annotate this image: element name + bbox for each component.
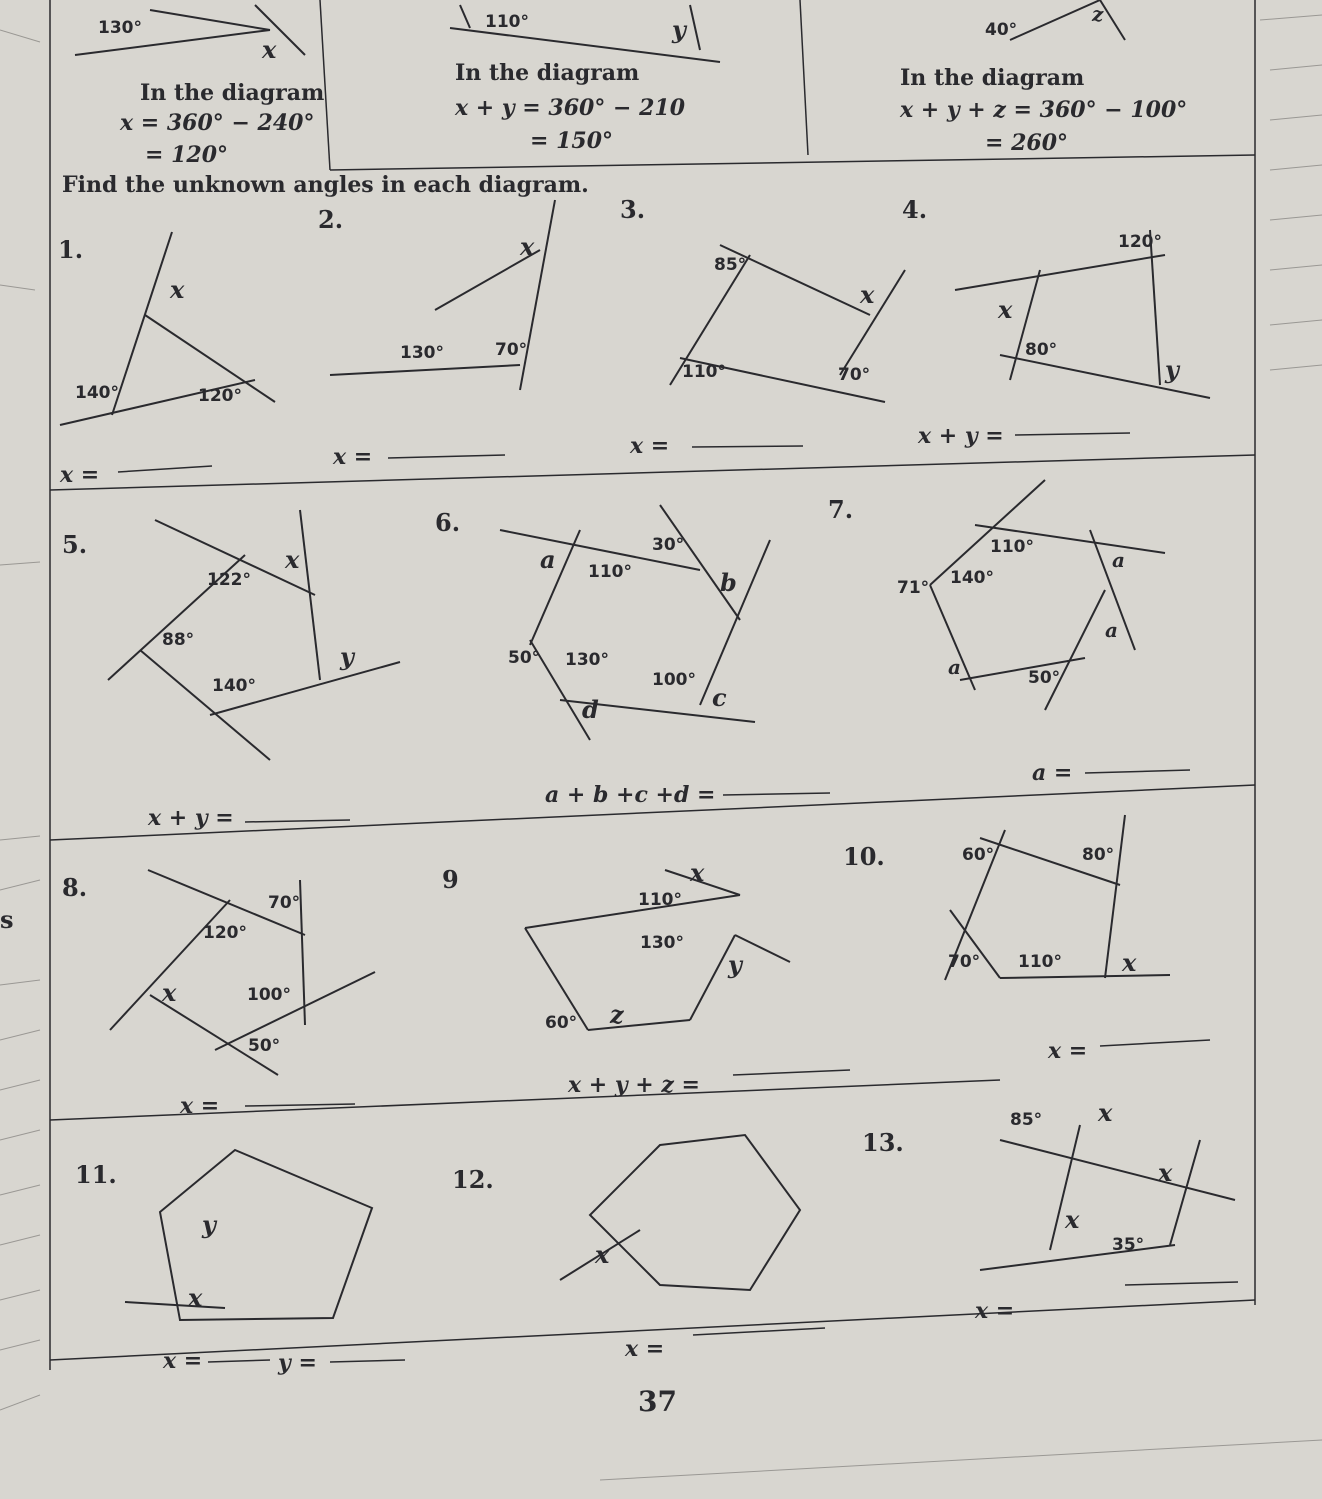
problem-13-var-x2: x	[1158, 1158, 1173, 1187]
example-1-line2: = 120°	[145, 142, 229, 168]
problem-6-angle-30: 30°	[652, 535, 685, 555]
problem-6-var-a: a	[540, 545, 556, 574]
problem-7-angle-50: 50°	[1028, 668, 1061, 688]
problem-11-answer-y: y =	[278, 1350, 317, 1376]
problem-5-var-y: y	[340, 642, 354, 671]
problem-4-var-y: y	[1165, 355, 1179, 384]
problem-6-angle-110: 110°	[588, 562, 632, 582]
example-1-var: x	[262, 35, 277, 64]
problem-1-var-x: x	[170, 275, 185, 304]
problem-1-answer: x =	[60, 462, 100, 488]
problem-9-angle-110: 110°	[638, 890, 682, 910]
problem-6-angle-130: 130°	[565, 650, 609, 670]
problem-3-angle-70: 70°	[838, 365, 871, 385]
problem-13-answer: x =	[975, 1298, 1015, 1324]
example-1-line1: x = 360° − 240°	[120, 110, 315, 136]
example-2-heading: In the diagram	[455, 60, 640, 86]
problem-7-var-a1: a	[1112, 548, 1125, 572]
problem-8-angle-120: 120°	[203, 923, 247, 943]
problem-4-var-x: x	[998, 295, 1013, 324]
problem-3-angle-110: 110°	[682, 362, 726, 382]
problem-4-answer: x + y =	[918, 423, 1004, 449]
example-3-var: z	[1092, 2, 1104, 26]
problem-5-angle-122: 122°	[207, 570, 251, 590]
problem-2-answer: x =	[333, 444, 373, 470]
problem-10-answer: x =	[1048, 1038, 1088, 1064]
problem-6-var-c: c	[712, 683, 727, 712]
example-2-var: y	[672, 15, 686, 44]
example-3-angle: 40°	[985, 20, 1018, 40]
problem-6-angle-50: 50°	[508, 648, 541, 668]
example-2-angle: 110°	[485, 12, 529, 32]
problem-9-var-z: z	[610, 1000, 624, 1029]
problem-8-angle-70: 70°	[268, 893, 301, 913]
problem-7-angle-140: 140°	[950, 568, 994, 588]
instruction: Find the unknown angles in each diagram.	[62, 172, 589, 198]
problem-6-answer: a + b +c +d =	[545, 782, 716, 808]
problem-7-angle-71: 71°	[897, 578, 930, 598]
problem-13-angle-85: 85°	[1010, 1110, 1043, 1130]
problem-13-angle-35: 35°	[1112, 1235, 1145, 1255]
problem-3-angle-85: 85°	[714, 255, 747, 275]
problem-10-number: 10.	[843, 842, 885, 871]
example-2-line2: = 150°	[530, 128, 614, 154]
problem-11-var-x: x	[188, 1283, 203, 1312]
problem-6-angle-100: 100°	[652, 670, 696, 690]
problem-8-angle-100: 100°	[247, 985, 291, 1005]
example-2-line1: x + y = 360° − 210	[455, 95, 686, 121]
example-1-angle: 130°	[98, 18, 142, 38]
problem-7-number: 7.	[828, 495, 854, 524]
problem-2-angle-130: 130°	[400, 343, 444, 363]
problem-9-angle-60: 60°	[545, 1013, 578, 1033]
problem-11-number: 11.	[75, 1160, 117, 1189]
problem-8-number: 8.	[62, 873, 88, 902]
problem-10-angle-70: 70°	[948, 952, 981, 972]
example-3-line2: = 260°	[985, 130, 1069, 156]
problem-1-angle-140: 140°	[75, 383, 119, 403]
example-3-line1: x + y + z = 360° − 100°	[900, 97, 1188, 123]
page-number: 37	[638, 1385, 677, 1418]
problem-13-var-x1: x	[1098, 1098, 1113, 1127]
problem-2-number: 2.	[318, 205, 344, 234]
problem-7-var-a3: a	[948, 655, 961, 679]
problem-8-angle-50: 50°	[248, 1036, 281, 1056]
problem-6-var-b: b	[720, 568, 737, 597]
example-3-heading: In the diagram	[900, 65, 1085, 91]
problem-9-var-x: x	[690, 858, 705, 887]
problem-6-var-d: d	[582, 695, 599, 724]
problem-8-var-x: x	[162, 978, 177, 1007]
problem-5-answer: x + y =	[148, 805, 234, 831]
problem-11-var-y: y	[202, 1210, 216, 1239]
problem-4-angle-80: 80°	[1025, 340, 1058, 360]
problem-9-answer: x + y + z =	[568, 1072, 700, 1098]
problem-5-var-x: x	[285, 545, 300, 574]
problem-13-var-x3: x	[1065, 1205, 1080, 1234]
problem-6-number: 6.	[435, 508, 461, 537]
problem-4-number: 4.	[902, 195, 928, 224]
problem-10-var-x: x	[1122, 948, 1137, 977]
margin-letter: s	[0, 905, 14, 934]
problem-7-angle-110: 110°	[990, 537, 1034, 557]
example-1-heading: In the diagram	[140, 80, 325, 106]
problem-10-angle-110: 110°	[1018, 952, 1062, 972]
problem-9-var-y: y	[728, 950, 742, 979]
problem-7-answer: a =	[1032, 760, 1073, 786]
problem-12-number: 12.	[452, 1165, 494, 1194]
problem-12-answer: x =	[625, 1336, 665, 1362]
problem-5-angle-140: 140°	[212, 676, 256, 696]
problem-2-var-x: x	[520, 232, 535, 261]
problem-4-angle-120: 120°	[1118, 232, 1162, 252]
problem-3-answer: x =	[630, 433, 670, 459]
problem-3-number: 3.	[620, 195, 646, 224]
problem-10-angle-80: 80°	[1082, 845, 1115, 865]
problem-11-answer-x: x =	[163, 1348, 203, 1374]
problem-12-var-x: x	[595, 1240, 610, 1269]
problem-2-angle-70: 70°	[495, 340, 528, 360]
problem-1-number: 1.	[58, 235, 84, 264]
problem-3-var-x: x	[860, 280, 875, 309]
problem-9-number: 9	[442, 865, 459, 894]
problem-1-angle-120: 120°	[198, 386, 242, 406]
problem-5-angle-88: 88°	[162, 630, 195, 650]
problem-10-angle-60: 60°	[962, 845, 995, 865]
problem-13-number: 13.	[862, 1128, 904, 1157]
problem-7-var-a2: a	[1105, 618, 1118, 642]
problem-5-number: 5.	[62, 530, 88, 559]
problem-8-answer: x =	[180, 1093, 220, 1119]
problem-9-angle-130: 130°	[640, 933, 684, 953]
